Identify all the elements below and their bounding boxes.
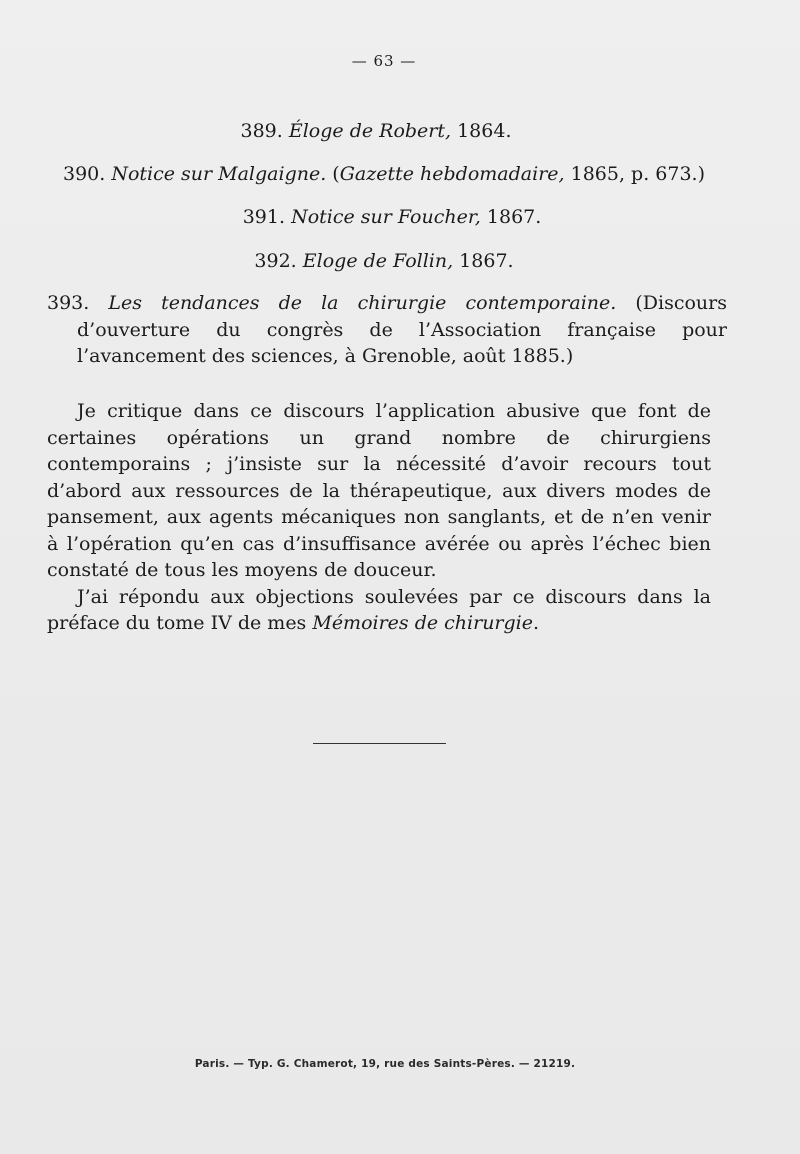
entry-details-end: 1865, p. 673.) [564, 163, 705, 185]
page-number: — 63 — [351, 52, 417, 70]
section-divider [313, 743, 446, 744]
entry-title: Notice sur Foucher, [291, 206, 481, 228]
entry-number: 392. [254, 250, 297, 272]
entry-number: 389. [240, 120, 283, 142]
commentary-paragraph-1: Je critique dans ce discours l’application abusive que font de certaines opérations un grand nombre de chirurgiens contemporains ; j’insiste sur la nécessité d’avoir recours tout d’abord aux ressources de la thérapeutique, aux divers modes de pansement, aux agents mécaniques non sanglants, et de n’en venir à l’opération qu’en cas d’insuffisance avérée ou après l’échec bien constaté de tous les moyens de douceur. [47, 400, 711, 581]
commentary-paragraph-2 [47, 584, 711, 637]
bibliography-entry-391 [8, 206, 776, 228]
entry-title: Les tendances de la chirurgie contemporaine. [108, 292, 617, 314]
entry-details: ( [326, 163, 340, 185]
entry-number: 391. [242, 206, 286, 228]
commentary-text [47, 398, 711, 637]
bibliography-entry-392 [0, 250, 768, 272]
book-title: Mémoires de chirurgie [312, 612, 533, 634]
bibliography-entry-393 [47, 290, 727, 370]
entry-journal: Gazette hebdomadaire, [339, 163, 565, 185]
paragraph-text-end: . [533, 612, 540, 634]
bibliography-entry-390 [0, 163, 768, 185]
entry-number: 393. [47, 292, 90, 314]
entry-title: Notice sur Malgaigne. [111, 163, 327, 185]
printer-imprint: Paris. — Typ. G. Chamerot, 19, rue des Saints-Pères. — 21219. [194, 1058, 576, 1070]
entry-title: Eloge de Follin, [302, 250, 454, 272]
entry-details: (Discours d’ouverture du congrès de l’Association française pour l’avancement des sciences, à Grenoble, août 1885.) [77, 292, 727, 367]
entry-details: 1867. [480, 206, 542, 228]
entry-details: 1864. [451, 120, 512, 142]
paragraph-text: J’ai répondu aux objections soulevées par ce discours dans la préface du tome IV de mes [47, 585, 711, 634]
bibliography-entry-389 [0, 120, 760, 142]
entry-title: Éloge de Robert, [288, 120, 452, 142]
entry-details: 1867. [453, 250, 514, 272]
entry-number: 390. [62, 163, 106, 185]
